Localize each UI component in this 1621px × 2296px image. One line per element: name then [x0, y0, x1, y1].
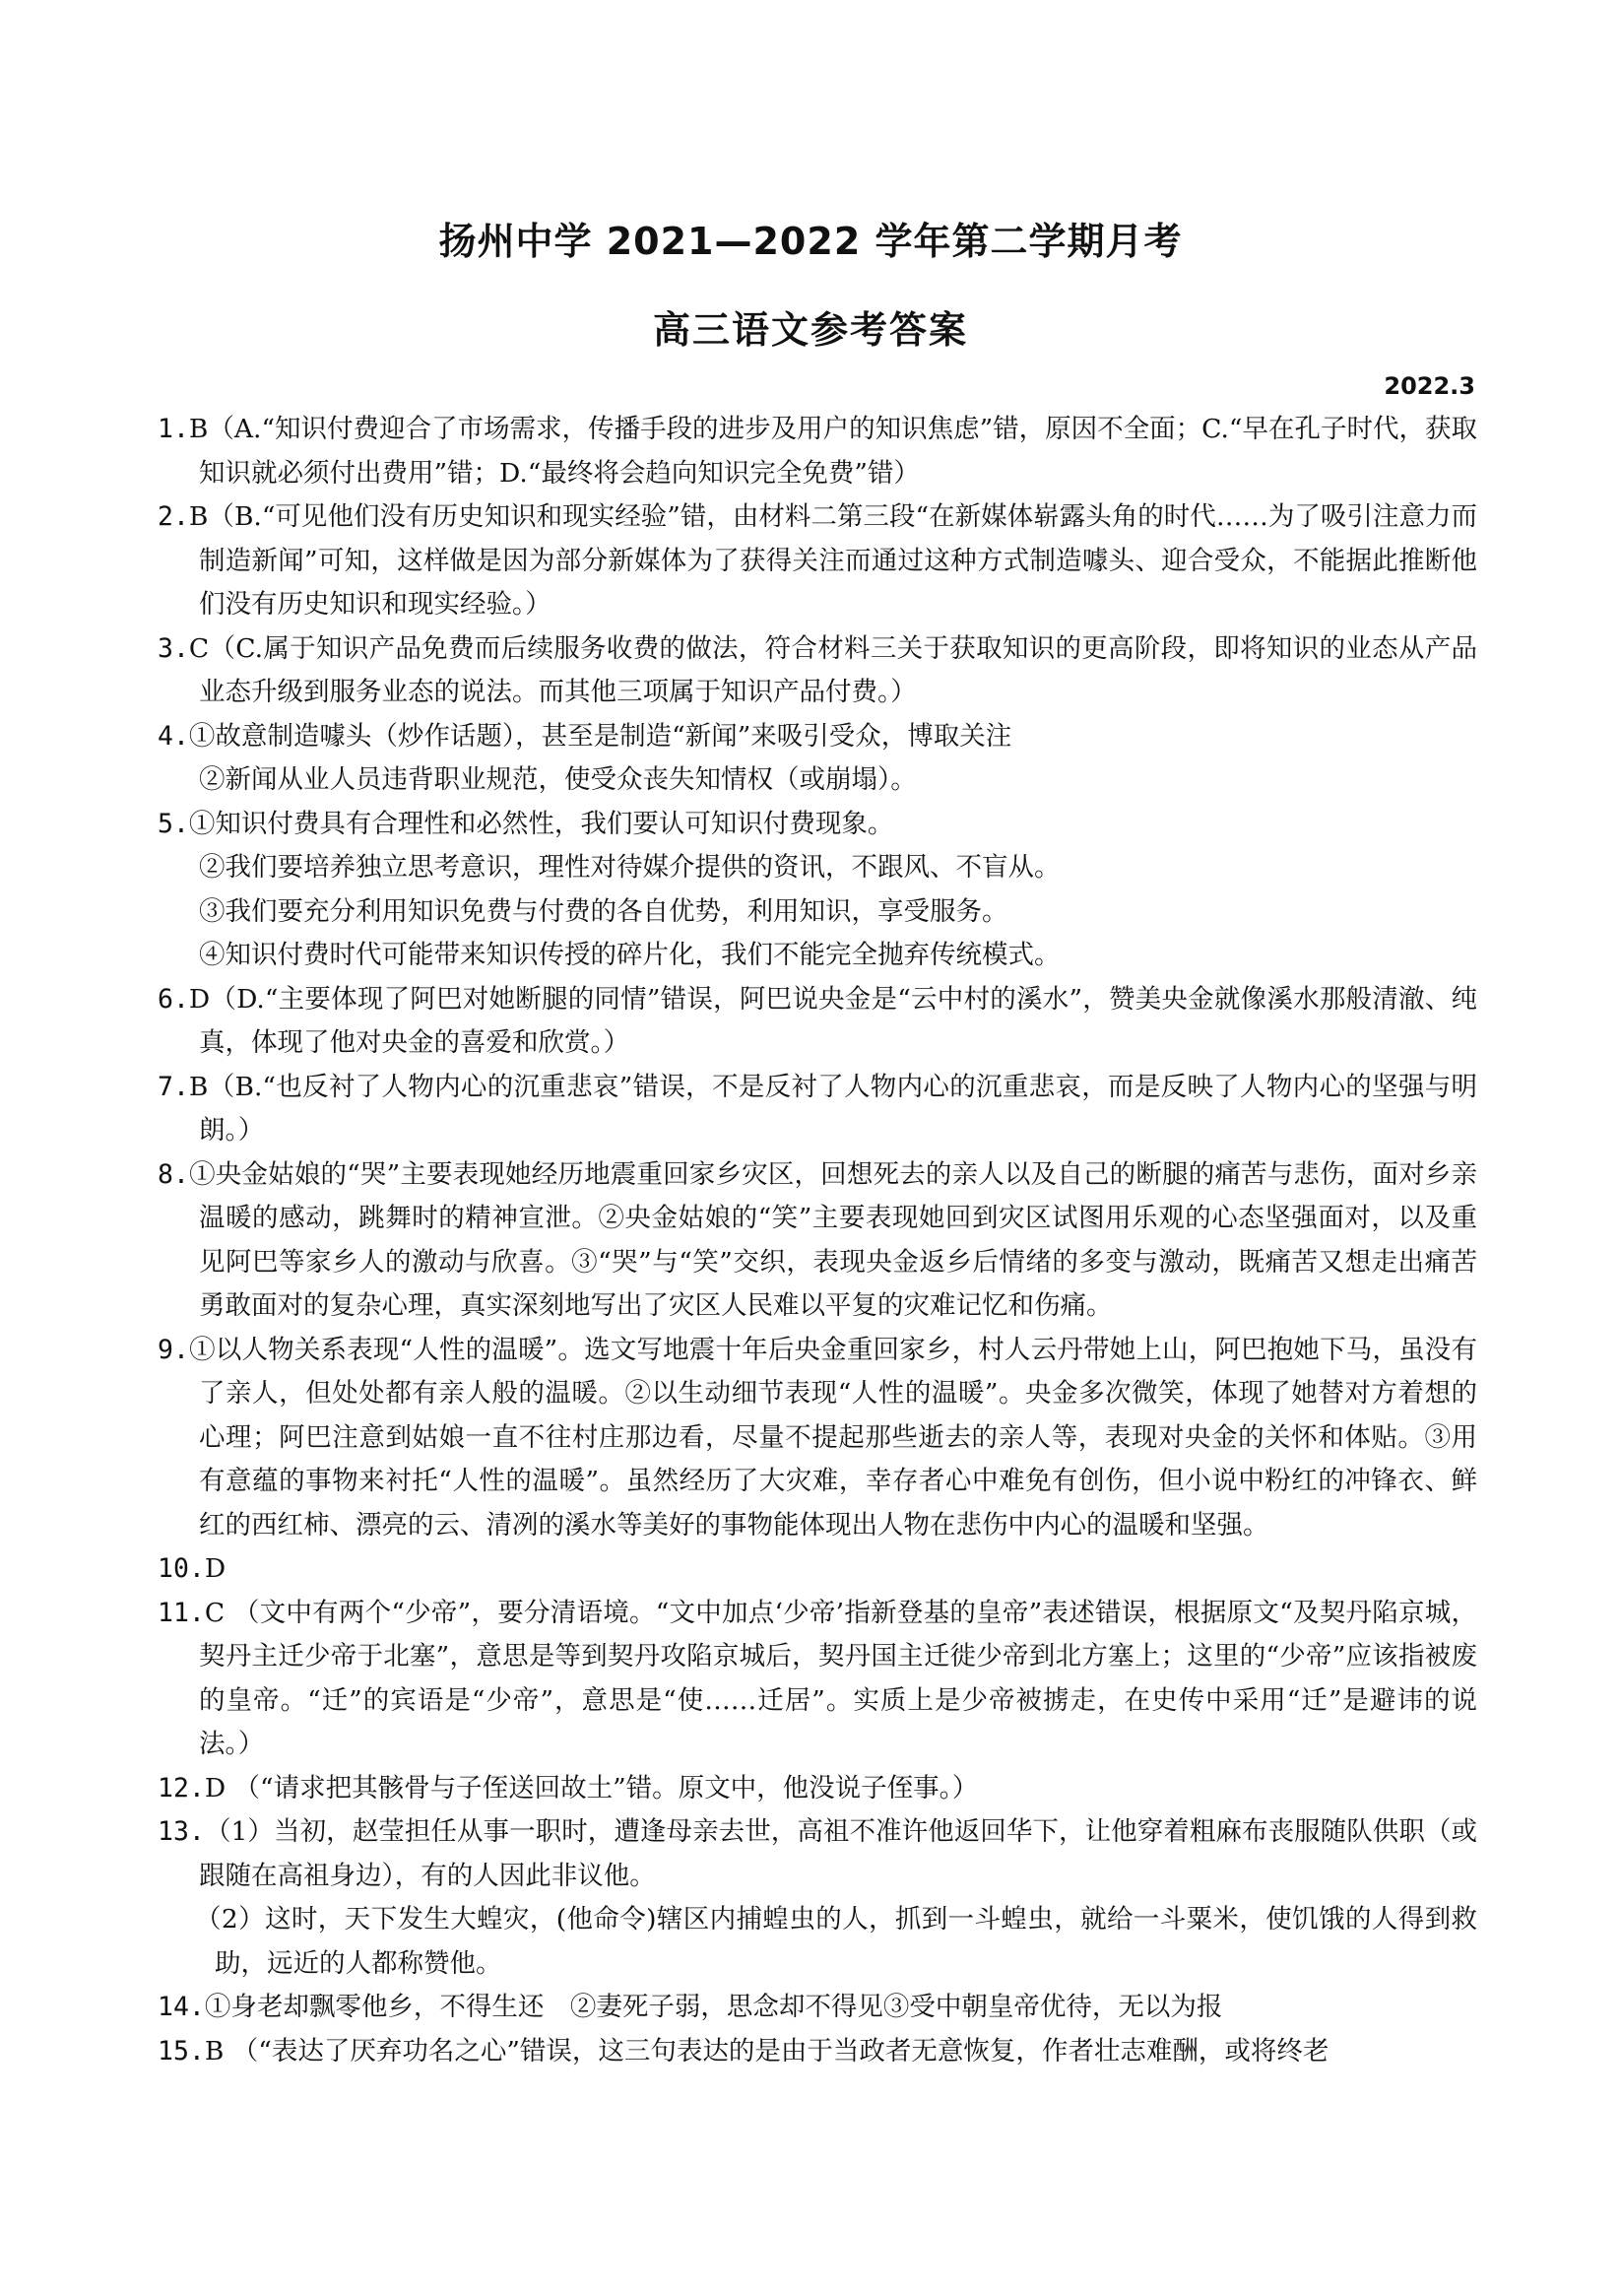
answer-text: C（C.属于知识产品免费而后续服务收费的做法，符合材料三关于获取知识的更高阶段，即将知识的业态从产品业态升级到服务业态的说法。而其他三项属于知识产品付费。） [188, 632, 1477, 707]
answer-item-13-point-2 [158, 1898, 1477, 1986]
answer-list [158, 408, 1477, 2073]
answer-item-4 [158, 715, 1477, 759]
answer-number: 5. [158, 808, 189, 839]
answer-number: 12. [158, 1772, 205, 1804]
answer-number: 11. [158, 1597, 205, 1628]
answer-item-4-point-2 [158, 758, 1477, 803]
answer-number: 4. [158, 720, 189, 752]
document-subtitle: 高三语文参考答案 [652, 308, 968, 352]
answer-text: D [204, 1553, 227, 1584]
answer-item-13 [158, 1810, 1477, 1898]
answer-text: D（D.“主要体现了阿巴对她断腿的同情”错误，阿巴说央金是“云中村的溪水”，赞美央金就像溪水那般清澈、纯真，体现了他对央金的喜爱和欣赏。） [188, 983, 1477, 1058]
answer-number: 9. [158, 1334, 189, 1365]
answer-text: ①身老却飘零他乡，不得生还 ②妻死子弱，思念却不得见③受中朝皇帝优待，无以为报 [204, 1992, 1223, 2022]
answer-number: 2. [158, 501, 189, 532]
answer-item-5-point-2 [158, 846, 1477, 890]
answer-text: ②新闻从业人员违背职业规范，使受众丧失知情权（或崩塌）。 [199, 764, 917, 795]
answer-text: ①以人物关系表现“人性的温暖”。选文写地震十年后央金重回家乡，村人云丹带她上山，阿巴抱她下马，虽没有了亲人，但处处都有亲人般的温暖。②以生动细节表现“人性的温暖”。央金多次微笑，体现了她替对方着想的心理；阿巴注意到姑娘一直不往村庄那边看，尽量不提起那些逝去的亲人等，表现对央金的关怀和体贴。③用有意蕴的事物来衬托“人性的温暖”。虽然经历了大灾难，幸存者心中难免有创伤，但小说中粉红的冲锋衣、鲜红的西红柿、漂亮的云、清冽的溪水等美好的事物能体现出人物在悲伤中内心的温暖和坚强。 [188, 1334, 1477, 1541]
answer-text: B（B.“可见他们没有历史知识和现实经验”错，由材料二第三段“在新媒体崭露头角的时代……为了吸引注意力而制造新闻”可知，这样做是因为部分新媒体为了获得关注而通过这种方式制造噱头、迎合受众，不能据此推断他们没有历史知识和现实经验。） [188, 501, 1477, 620]
answer-item-11 [158, 1592, 1477, 1767]
answer-text: B（B.“也反衬了人物内心的沉重悲哀”错误，不是反衬了人物内心的沉重悲哀，而是反映了人物内心的坚强与明朗。） [188, 1071, 1477, 1146]
answer-number: 15. [158, 2035, 205, 2066]
answer-text: ①故意制造噱头（炒作话题），甚至是制造“新闻”来吸引受众，博取关注 [188, 720, 1012, 752]
answer-item-5-point-3 [158, 890, 1477, 935]
answer-item-6 [158, 978, 1477, 1066]
answer-item-12 [158, 1767, 1477, 1811]
answer-item-5 [158, 803, 1477, 847]
answer-item-1 [158, 408, 1477, 495]
answer-text: ④知识付费时代可能带来知识传授的碎片化，我们不能完全抛弃传统模式。 [199, 940, 1061, 970]
answer-text: ①央金姑娘的“哭”主要表现她经历地震重回家乡灾区，回想死去的亲人以及自己的断腿的痛苦与悲伤，面对乡亲温暖的感动，跳舞时的精神宣泄。②央金姑娘的“笑”主要表现她回到灾区试图用乐观的心态坚强面对，以及重见阿巴等家乡人的激动与欣喜。③“哭”与“笑”交织，表现央金返乡后情绪的多变与激动，既痛苦又想走出痛苦勇敢面对的复杂心理，真实深刻地写出了灾区人民难以平复的灾难记忆和伤痛。 [188, 1158, 1477, 1321]
answer-text: （1）当初，赵莹担任从事一职时，遭逢母亲去世，高祖不准许他返回华下，让他穿着粗麻布丧服随队供职（或跟随在高祖身边），有的人因此非议他。 [199, 1816, 1477, 1891]
answer-number: 7. [158, 1071, 189, 1102]
document-date: 2022.3 [1384, 372, 1475, 400]
answer-item-14 [158, 1986, 1477, 2030]
answer-item-3 [158, 627, 1477, 715]
answer-number: 14. [158, 1992, 205, 2022]
answer-text: C （文中有两个“少帝”，要分清语境。“文中加点‘少帝’指新登基的皇帝”表述错误，根据原文“及契丹陷京城，契丹主迁少帝于北塞”，意思是等到契丹攻陷京城后，契丹国主迁徙少帝到北方塞上；这里的“少帝”应该指被废的皇帝。“迁”的宾语是“少帝”，意思是“使……迁居”。实质上是少帝被掳走，在史传中采用“迁”是避讳的说法。） [199, 1597, 1477, 1759]
answer-number: 3. [158, 632, 189, 664]
document-title: 扬州中学 2021—2022 学年第二学期月考 [438, 220, 1183, 263]
answer-item-5-point-4 [158, 934, 1477, 978]
answer-number: 8. [158, 1158, 189, 1190]
answer-text: D （“请求把其骸骨与子侄送回故土”错。原文中，他没说子侄事。） [204, 1772, 979, 1804]
answer-item-9 [158, 1329, 1477, 1548]
answer-number: 10. [158, 1553, 205, 1584]
answer-item-15 [158, 2030, 1477, 2074]
answer-text: B（A.“知识付费迎合了市场需求，传播手段的进步及用户的知识焦虑”错，原因不全面；C.“早在孔子时代，获取知识就必须付出费用”错；D.“最终将会趋向知识完全免费”错） [188, 414, 1477, 489]
answer-text: ②我们要培养独立思考意识，理性对待媒介提供的资讯，不跟风、不盲从。 [199, 852, 1061, 883]
answer-item-7 [158, 1066, 1477, 1153]
answer-text: ①知识付费具有合理性和必然性，我们要认可知识付费现象。 [188, 808, 894, 839]
answer-item-8 [158, 1153, 1477, 1329]
answer-item-2 [158, 495, 1477, 627]
answer-number: 1. [158, 414, 189, 444]
answer-text: ③我们要充分利用知识免费与付费的各自优势，利用知识，享受服务。 [199, 895, 1008, 927]
answer-text: B （“表达了厌弃功名之心”错误，这三句表达的是由于当政者无意恢复，作者壮志难酬，或将终老 [204, 2035, 1329, 2066]
answer-text: （2）这时，天下发生大蝗灾，(他命令)辖区内捕蝗虫的人，抓到一斗蝗虫，就给一斗粟米，使饥饿的人得到救助，远近的人都称赞他。 [195, 1904, 1477, 1979]
answer-item-10 [158, 1547, 1477, 1592]
answer-number: 13. [158, 1816, 205, 1847]
answer-number: 6. [158, 983, 189, 1015]
